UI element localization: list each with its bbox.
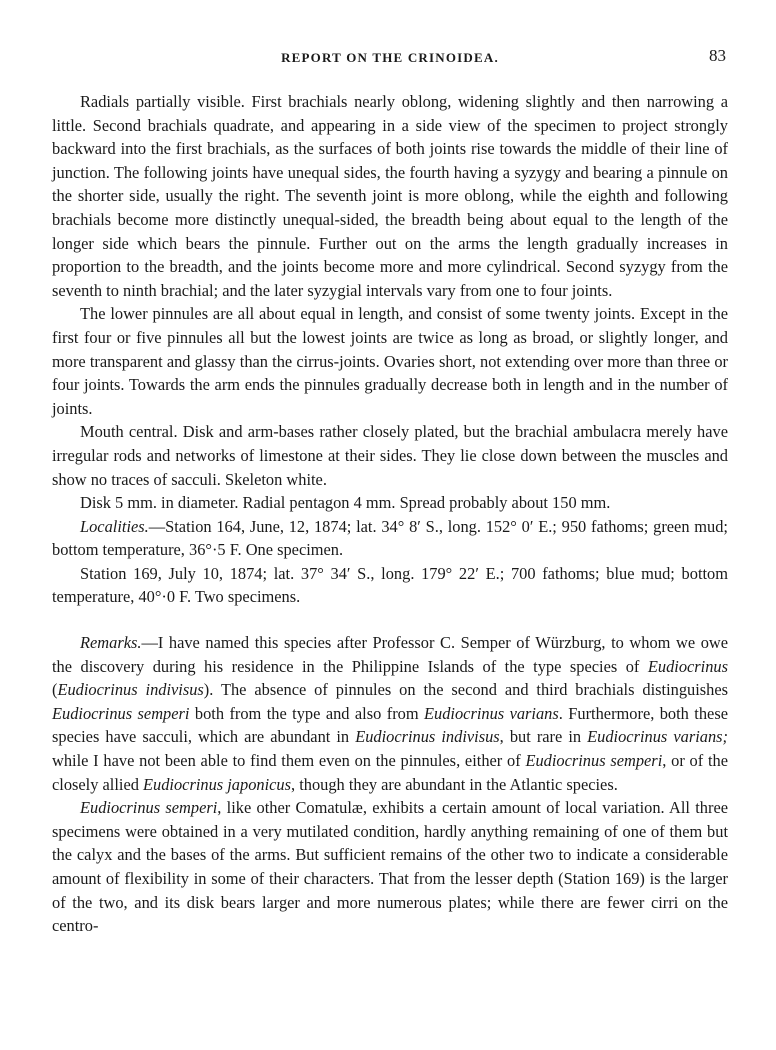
- page-number: 83: [709, 46, 726, 65]
- species-name: Eudiocrinus japonicus: [143, 774, 291, 794]
- variation-text: , like other Comatulæ, exhibits a certain amount of local variation. All three specimens were obtained in a very mutilated condition, hardly anything remaining of one of them but the calyx and the bases of the arms. But sufficient remains of the other two to indicate a considerable amount of flexibility in some of their characters. That from the lesser depth (Station 169) is the larger of the two, and its disk bears larger and more numerous plates; while there are fewer cirri on the centro-: [52, 798, 728, 936]
- section-gap: [52, 609, 728, 631]
- localities-label: Localities.: [80, 516, 149, 536]
- species-name: Eudiocrinus indivisus: [57, 680, 204, 700]
- paragraph-mouth: Mouth central. Disk and arm-bases rather closely plated, but the brachial ambulacra merely have irregular rods and networks of limestone at their sides. They lie close down between the muscles and show no traces of sacculi. Skeleton white.: [52, 422, 728, 489]
- remarks-text-e: . Furthermore, both these species have sacculi, which are abundant in: [52, 703, 728, 747]
- remarks-text-b: (: [52, 680, 58, 700]
- species-name: Eudiocrinus semperi: [525, 751, 663, 771]
- species-name: Eudiocrinus semperi: [52, 703, 190, 723]
- remarks-label: Remarks.: [80, 633, 142, 653]
- remarks-text-i: , though they are abundant in the Atlantic species.: [291, 774, 618, 794]
- localities-text: —Station 164, June, 12, 1874; lat. 34° 8′ S., long. 152° 0′ E.; 950 fathoms; green mud; bottom temperature, 36°·5 F. One specimen.: [52, 516, 728, 560]
- remarks-text-c: ). The absence of pinnules on the second and third brachials distinguishes: [203, 680, 728, 700]
- paragraph-remarks: [52, 631, 728, 796]
- paragraph-dimensions: Disk 5 mm. in diameter. Radial pentagon 4 mm. Spread probably about 150 mm.: [80, 493, 611, 513]
- species-name: Eudiocrinus varians: [424, 703, 559, 723]
- species-name: Eudiocrinus varians;: [587, 727, 728, 747]
- page: [52, 44, 728, 936]
- remarks-text-f: , but rare in: [499, 727, 588, 747]
- remarks-text-d: both from the type and also from: [189, 703, 425, 723]
- species-name: Eudiocrinus semperi: [80, 798, 218, 818]
- running-header: [52, 44, 728, 72]
- remarks-text-g: while I have not been able to find them even on the pinnules, either of: [52, 751, 526, 771]
- species-name: Eudiocrinus: [647, 656, 728, 676]
- running-title: REPORT ON THE CRINOIDEA.: [281, 50, 499, 65]
- paragraph-brachials: Radials partially visible. First brachials nearly oblong, widening slightly and then narrowing a little. Second brachials quadrate, and appearing in a side view of the specimen to project strongly backward into the first brachials, as the surfaces of both joints rise towards the middle of their line of junction. The following joints have unequal sides, the fourth having a syzygy and bearing a pinnule on the shorter side, usually the right. The seventh joint is more oblong, while the eighth and following brachials become more distinctly unequal-sided, the breadth being about equal to the length of the longer side which bears the pinnule. Further out on the arms the length gradually increases in proportion to the breadth, and the joints become more and more cylindrical. Second syzygy from the seventh to ninth brachial; and the later syzygial intervals vary from one to four joints.: [52, 92, 728, 300]
- species-name: Eudiocrinus indivisus: [355, 727, 500, 747]
- remarks-text-h: , or of the closely allied: [52, 751, 728, 794]
- body-text: [52, 90, 728, 938]
- paragraph-localities: [52, 515, 728, 562]
- paragraph-pinnules: The lower pinnules are all about equal in length, and consist of some twenty joints. Except in the first four or five pinnules all but the lowest joints are twice as long as broad, or slightly longer, and more transparent and glassy than the cirrus-joints. Ovaries short, not extending over more than three or four joints. Towards the arm ends the pinnules gradually decrease both in length and in the number of joints.: [52, 304, 728, 418]
- paragraph-station-169: Station 169, July 10, 1874; lat. 37° 34′ S., long. 179° 22′ E.; 700 fathoms; blue mud; bottom temperature, 40°·0 F. Two specimens.: [52, 563, 728, 607]
- paragraph-variation: [52, 796, 728, 938]
- remarks-text-a: —I have named this species after Professor C. Semper of Würzburg, to whom we owe the discovery during his residence in the Philippine Islands of the type species of: [52, 633, 728, 676]
